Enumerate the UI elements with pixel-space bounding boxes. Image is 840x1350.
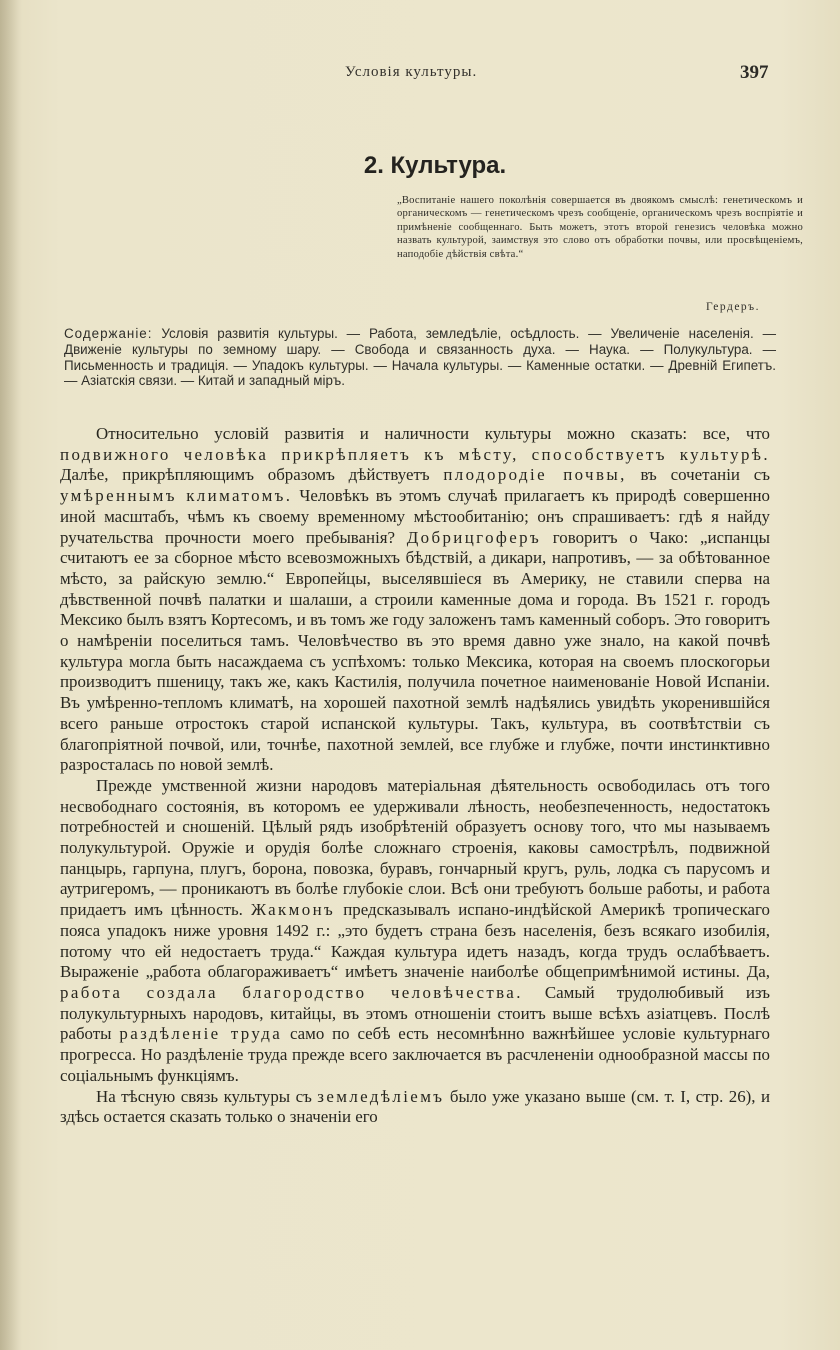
paragraph-1-part: въ сочетаніи съ — [640, 465, 770, 485]
paragraph-2 — [60, 776, 770, 1087]
page-number: 397 — [740, 62, 769, 83]
paragraph-1-part: Далѣе, прикрѣпляющимъ образомъ дѣйствуетъ — [60, 465, 430, 485]
running-header: Условія культуры. — [345, 64, 478, 80]
epigraph-quote: „Воспитаніе нашего поколѣнія совершается въ двоякомъ смыслѣ: генетическомъ и органическомъ — генетическомъ чрезъ сообщеніе, органическомъ чрезъ воспріятіе и примѣненіе сообщеннаго. Быть можетъ, этотъ второй генезисъ человѣка можно назвать культурой, заимствуя это слово отъ обработки почвы, или просвѣщеніемъ, наподобіе дѣйствія свѣта.“ — [397, 195, 803, 260]
paragraph-2-part: само по себѣ есть несомнѣнно важнѣйшее условіе культурнаго прогресса. Но раздѣленіе труда прежде всего заключается въ расчлененіи однообразной массы по соціальнымъ функціямъ. — [60, 1024, 770, 1085]
paragraph-1-part: говоритъ о Чако: „испанцы считаютъ ее за сборное мѣсто всевозможныхъ бѣдствій, а дикари, напротивъ, — за обѣтованное мѣсто, за райскую землю.“ Европейцы, выселявшіеся въ Америку, не ставили сперва на дѣвственной почвѣ палатки и шалаши, а строили каменные дома и города. Въ 1521 г. городъ Мексико былъ взятъ Кортесомъ, и въ томъ же году заложенъ тамъ каменный соборъ. Это говоритъ о намѣреніи поселиться тамъ. Человѣчество въ это время давно уже знало, на какой почвѣ культура могла быть насаждаема съ успѣхомъ: только Мексика, которая на своемъ плоскогорьи производитъ пшеницу, такъ же, какъ Кастилія, получила почетное наименованіе Новой Испаніи. Въ умѣренно-тепломъ климатѣ, на хорошей пахотной землѣ надѣялись увидѣть укоренившійся всего раньше отростокъ старой испанской культуры. Такъ, культура, въ соотвѣтствіи съ благопріятной почвой, или, точнѣе, пахотной землей, все глубже и глубже, почти инстинктивно разросталась по новой землѣ. — [60, 527, 770, 775]
paragraph-1 — [60, 424, 770, 776]
emphasis-text: работа создала благородство человѣчества. — [60, 982, 523, 1002]
contents-text: Условія развитія культуры. — Работа, земледѣліе, осѣдлость. — Увеличеніе населенія. — Движеніе культуры по земному шару. — Свобода и связанность духа. — Наука. — Полукультура. — Письменность и традиція. — Упадокъ культуры. — Начала культуры. — Каменные остатки. — Древній Египетъ. — Азіатскія связи. — Китай и западный міръ. — [64, 326, 776, 389]
author-name: Жакмонъ — [251, 900, 336, 920]
paragraph-3-part: было уже указано выше (см. т. I, стр. 26), и здѣсь остается сказать только о значеніи его — [60, 1086, 770, 1127]
main-text — [60, 424, 770, 1128]
paragraph-3 — [60, 1087, 770, 1128]
emphasis-text: раздѣленіе труда — [119, 1024, 283, 1044]
contents-label: Содержаніе: — [64, 326, 153, 341]
author-name: Добрицгоферъ — [406, 527, 542, 547]
paragraph-1-part: Относительно условій развитія и наличности культуры можно сказать: все, что — [96, 424, 770, 443]
chapter-title: 2. Культура. — [363, 152, 507, 179]
paragraph-2-part: Самый трудолюбивый изъ полукультурныхъ народовъ, китайцы, въ этомъ отношеніи стоитъ выше всѣхъ азіатцевъ. Послѣ работы — [60, 982, 770, 1044]
binding-shadow — [0, 0, 22, 1350]
paragraph-3-part: На тѣсную связь культуры съ — [96, 1086, 312, 1106]
paragraph-2-part: предсказывалъ испано-индѣйской Америкѣ тропическаго пояса упадокъ ниже уровня 1492 г.: „это будетъ страна безъ населенія, безъ всякаго изобилія, потому что ей недостаетъ труда.“ Каждая культура идетъ назадъ, когда трудъ ослабѣваетъ. Выраженіе „работа облагораживаетъ“ имѣетъ значеніе наиболѣе общепримѣнимой истины. Да, — [60, 900, 770, 982]
emphasis-text: умѣреннымъ климатомъ. — [60, 486, 293, 506]
emphasis-text: подвижного человѣка прикрѣпляетъ къ мѣсту, способствуетъ культурѣ. — [60, 444, 770, 464]
emphasis-text: плодородіе почвы, — [443, 465, 627, 485]
paragraph-2-part: Прежде умственной жизни народовъ матеріальная дѣятельность освободилась отъ того несвободнаго состоянія, въ которомъ ее удерживали лѣность, необезпеченность, недостатокъ потребностей и сношеній. Цѣлый рядъ изобрѣтеній образуетъ основу того, что мы называемъ полукультурой. Оружіе и орудія болѣе сложнаго строенія, каковы самострѣлъ, подвижной панцырь, гарпуна, плугъ, борона, повозка, буравъ, гончарный кругъ, руль, лодка съ парусомъ и аутригеромъ, — проникаютъ въ болѣе глубокіе слои. Всѣ они требуютъ больше работы, и работа придаетъ имъ цѣнность. — [60, 775, 770, 920]
epigraph-author: Гердеръ. — [706, 301, 761, 313]
chapter-contents-summary — [64, 326, 776, 389]
emphasis-text: земледѣліемъ — [317, 1086, 445, 1106]
paragraph-1-part: Человѣкъ въ этомъ случаѣ прилагаетъ къ природѣ совершенно иной масштабъ, чѣмъ къ своему временному мѣстообитанію; онъ спрашиваетъ: гдѣ я найду ручательства прочности моего пребыванія? — [60, 486, 770, 547]
